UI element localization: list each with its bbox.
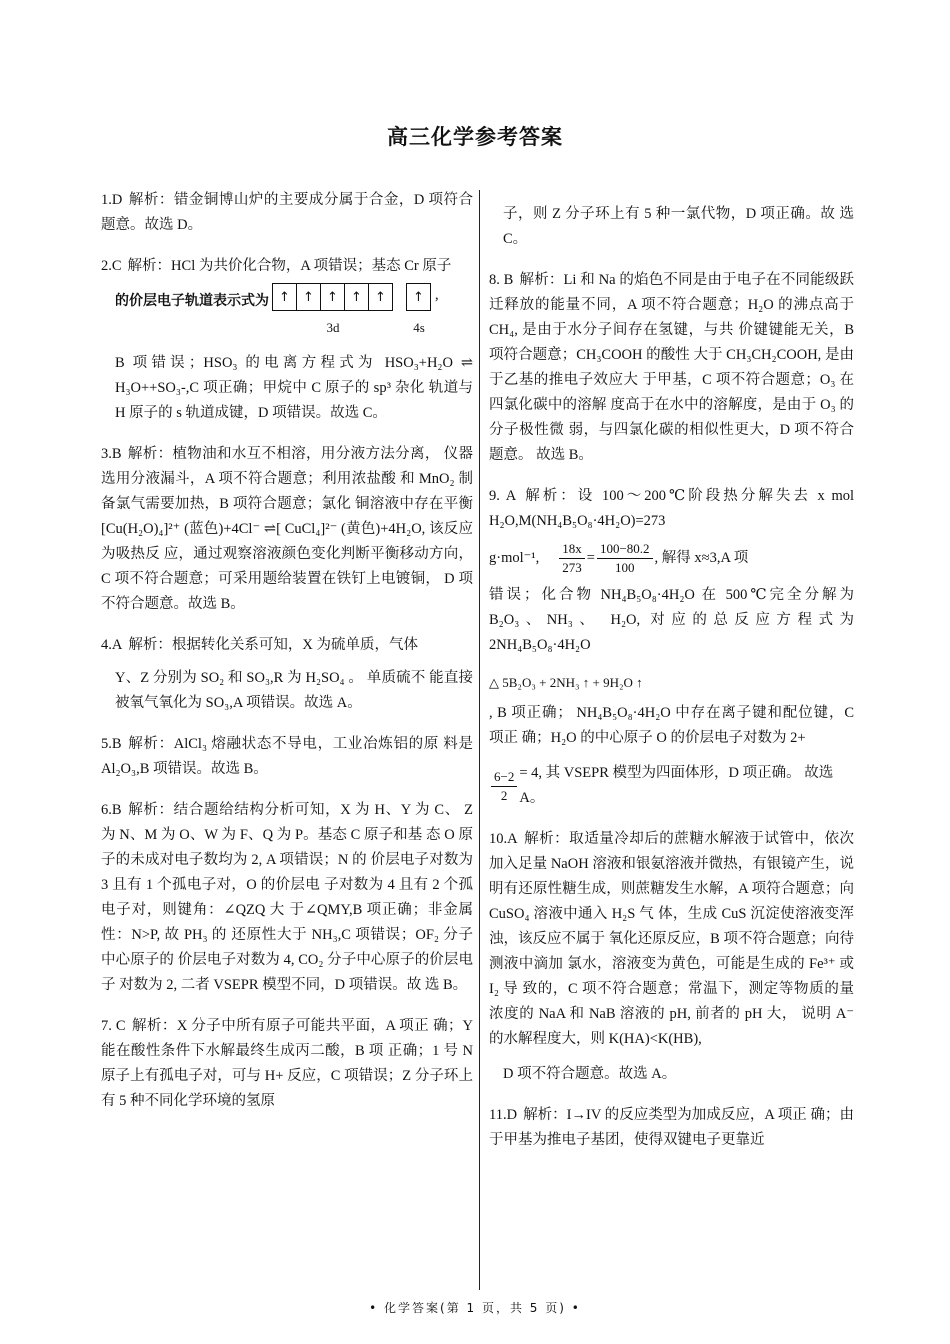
answer-4: 4.A 解析：根据转化关系可知，X 为硫单质，气体 Y、Z 分别为 SO₂ 和 SO₃,R 为 H₂SO₄ 。 单质硫不 能直接被氧气氧化为 SO₃,A 项错误。故选 A。 bbox=[101, 637, 473, 711]
answer-3: 3.B 解析：植物油和水互不相溶，用分液方法分离， 仪器选用分液漏斗，A 项不符合题意；利用浓盐酸 和 MnO₂ 制备氯气需要加热，B 项符合题意；氯化 铜溶液中存在平衡[Cu(H₂O)₄]²⁺ (蓝色)+4Cl⁻ ⇌[ CuCl₄]²⁻ (黄色)+4H₂O, 该反应为吸热反 应，通过观察溶液颜色变化判断平衡移动方向，C 项不符合题意；可采用题给装置在铁钉上电镀铜， D 项不符合题意。故选 B。 bbox=[101, 446, 473, 612]
column-divider bbox=[479, 190, 480, 1290]
orbital-diagram: 的价层电子轨道表示式为 ↑ ↑ ↑ ↑ ↑ 3d ↑ 4s , bbox=[115, 283, 473, 343]
answer-7: 7. C 解析：X 分子中所有原子可能共平面，A 项正 确；Y 能在酸性条件下水解最终生成丙二酸，B 项 正确；1 号 N 原子上有孤电子对，可与 H+ 反应，C 项错误；Z 分子环上有 5 种不同化学环境的氢原 bbox=[101, 1018, 473, 1109]
answer-10: 10.A 解析：取适量冷却后的蔗糖水解液于试管中，依次加入足量 NaOH 溶液和银氨溶液并微热，有银镜产生，说明有还原性糖生成，则蔗糖发生水解，A 项符合题意；向 CuSO₄ 溶液中通入 H₂S 气 体，生成 CuS 沉淀使溶液变浑浊，该反应不属于 氧化还原反应，B 项不符合题意；向待测液中滴加 氯水，溶液变为黄色，可能是生成的 Fe³⁺ 或 I₂ 导 致的，C 项不符合题意；常温下，测定等物质的量 浓度的 NaA 和 NaB 溶液的 pH, 前者的 pH 大， 说明 A⁻ 的水解程度大，则 K(HA)<K(HB), D 项不符合题意。故选 A。 bbox=[489, 831, 854, 1082]
answer-8: 8. B 解析：Li 和 Na 的焰色不同是由于电子在不同能级跃迁释放的能量不同，A 项不符合题意；H₂O 的沸点高于 CH₄, 是由于水分子间存在氢键，与共 价键键能无关，B 项符合题意；CH₃COOH 的酸性 大于 CH₃CH₂COOH, 是由于乙基的推电子效应大 于甲基，C 项不符合题意；O₃ 在四氯化碳中的溶解 度高于在水中的溶解度，是由于 O₃ 的分子极性微 弱，与四氯化碳的相似性更大，D 项不符合题意。 故选 B。 bbox=[489, 272, 855, 463]
answer-11: 11.D 解析：I→IV 的反应类型为加成反应，A 项正 确；由于甲基为推电子基团，使得双键电子更靠近 bbox=[489, 1107, 854, 1148]
page-title: 高三化学参考答案 bbox=[387, 125, 563, 149]
page-footer: • 化学答案(第 1 页，共 5 页) • bbox=[369, 1301, 581, 1315]
answer-1: 1.D 解析：错金铜博山炉的主要成分属于合金，D 项符合题意。故选 D。 bbox=[101, 192, 473, 233]
answer-2: 2.C 解析：HCl 为共价化合物，A 项错误；基态 Cr 原子 的价层电子轨道表示式为 ↑ ↑ ↑ ↑ ↑ 3d ↑ 4s , B 项错误；HSO₃ 的电离方程式为 HSO₃+H₂O ⇌ H₃O++SO₃-,C 项正确；甲烷中 C 原子的 sp³ 杂化 轨道与 H 原子的 s 轨道成键，D 项错误。故选 C。 bbox=[101, 258, 473, 421]
answer-9: 9. A 解析：设 100～200℃阶段热分解失去 x mol H₂O,M(NH₄B₅O₈·4H₂O)=273 g·mol⁻¹, $\frac{18x}{273}$ = $\frac{100-80.2}{100}$ , 解得 x≈3,A 项 错误；化合物 NH₄B₅O₈·4H₂O 在 500℃完全分解为 B₂O₃、NH₃、 H₂O, 对应的总反应方程式为 2NH₄B₅O₈·4H₂O △ 5B₂O₃ + 2NH₃ ↑ + 9H₂O ↑ , B 项正确； NH₄B₅O₈·4H₂O 中存在离子键和配位键，C 项正 确；H₂O 的中心原子 O 的价层电子对数为 2+ $\frac{6-2}{2}$ = 4, 其 VSEPR 模型为四面体形，D 项正确。 故选 A。 bbox=[489, 488, 855, 806]
answer-5: 5.B 解析：AlCl₃ 熔融状态不导电，工业冶炼铝的原 料是 Al₂O₃,B 项错误。故选 B。 bbox=[101, 736, 473, 777]
answer-6: 6.B 解析：结合题给结构分析可知，X 为 H、Y 为 C、 Z 为 N、M 为 O、W 为 F、Q 为 P。基态 C 原子和基 态 O 原子的未成对电子数均为 2, A 项错误；N 的 价层电子对数为 3 且有 1 个孤电子对，O 的价层电 子对数为 4 且有 2 个孤电子对，则键角：∠QZQ 大 于∠QMY,B 项正确；非金属性：N>P, 故 PH₃ 的 还原性大于 NH₃,C 项错误；OF₂ 分子中心原子的 价层电子对数为 4, CO₂ 分子中心原子的价层电子 对数为 2, 二者 VSEPR 模型不同，D 项错误。故 选 B。 bbox=[101, 802, 473, 993]
answer-7-continued: 子，则 Z 分子环上有 5 种一氯代物，D 项正确。故 选 C。 bbox=[503, 206, 854, 247]
left-column bbox=[101, 188, 473, 1130]
right-column bbox=[489, 202, 854, 1169]
